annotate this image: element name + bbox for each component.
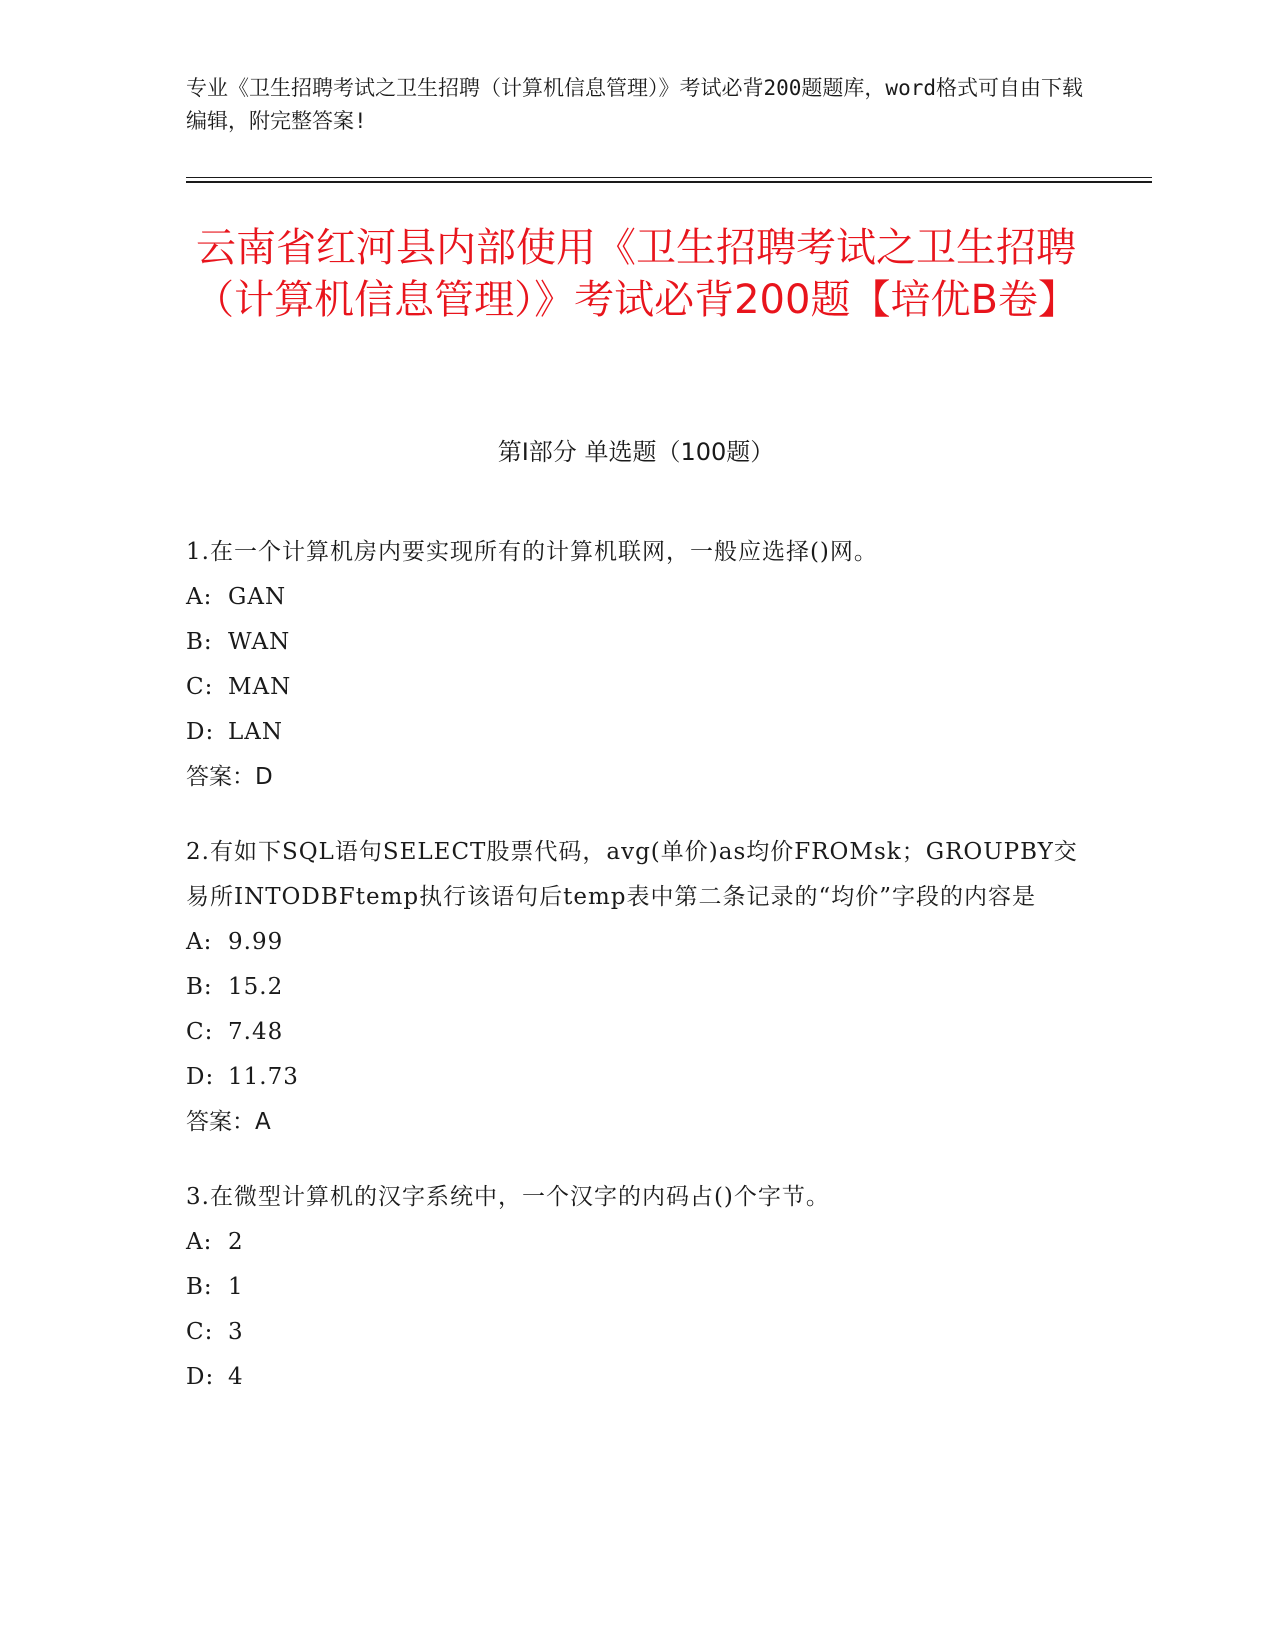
option-b <box>186 965 1086 1010</box>
option-letter: D: <box>186 1364 215 1390</box>
question-stem: 3.在微型计算机的汉字系统中，一个汉字的内码占()个字节。 <box>186 1184 830 1210</box>
answer-line: 答案：A <box>186 1109 271 1135</box>
header-note: 专业《卫生招聘考试之卫生招聘（计算机信息管理）》考试必背200题题库，word格式可自由下载编辑，附完整答案! <box>186 76 1083 133</box>
option-d <box>186 710 1086 755</box>
option-letter: A: <box>186 584 213 610</box>
option-text: LAN <box>228 719 284 745</box>
option-letter: C: <box>186 1019 214 1045</box>
answer-line: 答案：D <box>186 764 273 790</box>
question-stem: 2.有如下SQL语句SELECT股票代码，avg(单价)as均价FROMsk；GROUPBY交易所INTODBFtemp执行该语句后temp表中第二条记录的“均价”字段的内容是 <box>186 839 1078 910</box>
option-letter: D: <box>186 719 215 745</box>
option-letter: D: <box>186 1064 215 1090</box>
option-b <box>186 620 1086 665</box>
option-b <box>186 1265 1086 1310</box>
option-letter: A: <box>186 929 213 955</box>
document-title: 云南省红河县内部使用《卫生招聘考试之卫生招聘（计算机信息管理）》考试必背200题【培优B卷】 <box>194 225 1078 323</box>
question-2 <box>186 830 1086 1145</box>
option-text: 9.99 <box>228 929 284 955</box>
option-d <box>186 1055 1086 1100</box>
option-letter: B: <box>186 1274 213 1300</box>
option-text: 11.73 <box>228 1064 299 1090</box>
option-letter: C: <box>186 674 214 700</box>
option-a <box>186 920 1086 965</box>
option-text: 2 <box>228 1229 244 1255</box>
option-text: GAN <box>228 584 287 610</box>
header-rule-thick <box>186 181 1152 183</box>
option-text: MAN <box>228 674 292 700</box>
option-text: 15.2 <box>228 974 284 1000</box>
option-a <box>186 1220 1086 1265</box>
option-letter: C: <box>186 1319 214 1345</box>
option-text: 3 <box>228 1319 244 1345</box>
option-text: 1 <box>228 1274 244 1300</box>
option-text: WAN <box>228 629 291 655</box>
question-stem: 1.在一个计算机房内要实现所有的计算机联网，一般应选择()网。 <box>186 539 878 565</box>
option-text: 4 <box>228 1364 244 1390</box>
option-text: 7.48 <box>228 1019 284 1045</box>
option-letter: B: <box>186 629 213 655</box>
question-list <box>186 530 1086 1430</box>
header-rule-thin <box>186 177 1152 178</box>
question-1 <box>186 530 1086 800</box>
option-d <box>186 1355 1086 1400</box>
option-letter: A: <box>186 1229 213 1255</box>
option-c <box>186 665 1086 710</box>
question-3 <box>186 1175 1086 1400</box>
option-c <box>186 1310 1086 1355</box>
option-a <box>186 575 1086 620</box>
option-letter: B: <box>186 974 213 1000</box>
section-title: 第I部分 单选题（100题） <box>497 438 775 466</box>
option-c <box>186 1010 1086 1055</box>
